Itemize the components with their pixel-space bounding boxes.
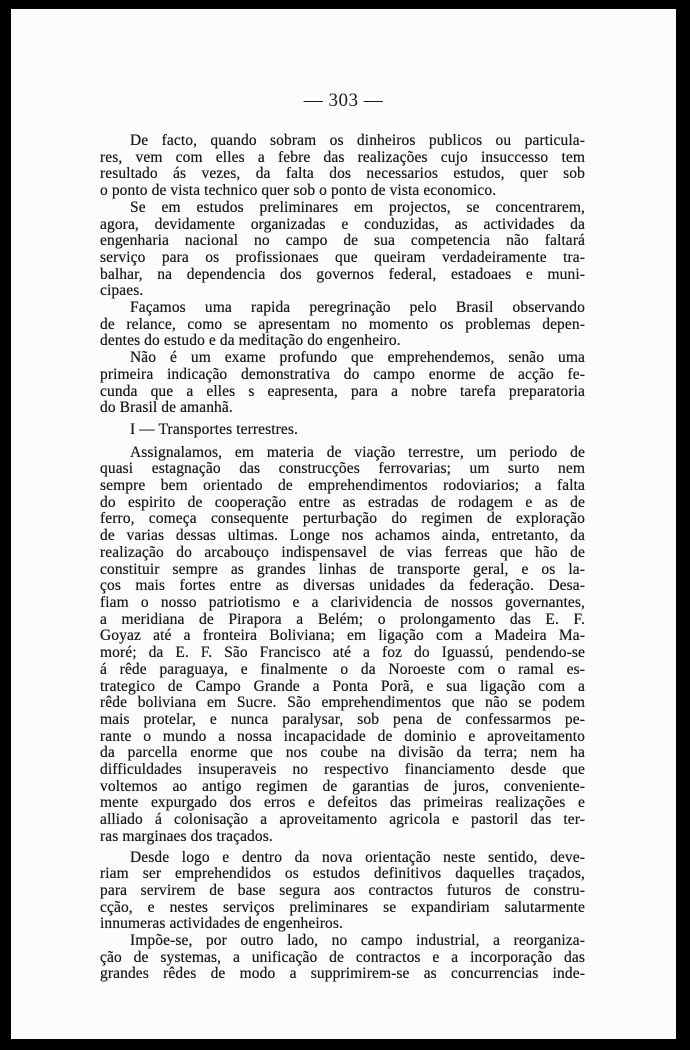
text-line: Desde logo e dentro da nova orientação neste sentido, deve- bbox=[130, 848, 585, 866]
text-line: ção de systemas, a unificação de contractos e a incorporação das bbox=[100, 948, 585, 966]
text-line: á rêde paraguaya, e finalmente o da Noroeste com o ramal es- bbox=[100, 660, 585, 678]
text-line: para servirem de base segura aos contractos futuros de constru- bbox=[100, 881, 585, 899]
text-line: rante o mundo a nossa incapacidade de dominio e aproveitamento bbox=[100, 727, 585, 745]
text-line: ras marginaes dos traçados. bbox=[100, 827, 273, 845]
paragraph bbox=[100, 933, 585, 983]
text-line: alliado á colonisação a aproveitamento agricola e pastoril das ter- bbox=[100, 811, 585, 829]
text-line: sempre bem orientado de emprehendimentos rodoviarios; a falta bbox=[100, 477, 585, 495]
text-line: serviço para os profissionaes que queiram verdadeiramente tra- bbox=[100, 248, 585, 266]
text-line: Impõe-se, por outro lado, no campo industrial, a reorganiza- bbox=[130, 932, 585, 950]
section-heading bbox=[100, 422, 585, 439]
text-line: trategico de Campo Grande a Ponta Porã, e sua ligação com a bbox=[100, 677, 585, 695]
text-line: moré; da E. F. São Francisco até a foz do Iguassú, pendendo-se bbox=[100, 644, 585, 662]
text-line: Se em estudos preliminares em projectos, se concentrarem, bbox=[130, 198, 585, 216]
text-line: cipaes. bbox=[100, 282, 144, 300]
text-line: constituir sempre as grandes linhas de transporte geral, e os la- bbox=[100, 560, 585, 578]
text-line: cção, e nestes serviços preliminares se expandiriam salutarmente bbox=[100, 898, 585, 916]
text-line: rêde boliviana em Sucre. São emprehendimentos que não se podem bbox=[100, 694, 585, 712]
text-line: cunda que a elles s eapresenta, para a nobre tarefa preparatoria bbox=[100, 382, 585, 400]
text-line: innumeras actividades de engenheiros. bbox=[100, 915, 344, 933]
text-line: voltemos ao antigo regimen de garantias de juros, conveniente- bbox=[100, 777, 585, 795]
text-line: mais protelar, e nunca paralysar, sob pena de confessarmos pe- bbox=[100, 710, 585, 728]
text-line: riam ser emprehendidos os estudos definitivos daquelles traçados, bbox=[100, 865, 585, 883]
text-line: ferro, começa consequente perturbação do regimen de exploração bbox=[100, 510, 585, 528]
book-page bbox=[11, 9, 676, 1039]
text-line: De facto, quando sobram os dinheiros publicos ou particula- bbox=[130, 132, 585, 149]
text-line: realização do arcabouço indispensavel de vias ferreas que hão de bbox=[100, 543, 585, 561]
text-line: resultado ás vezes, da falta dos necessarios estudos, quer sob bbox=[100, 165, 585, 183]
text-line: Façamos uma rapida peregrinação pelo Brasil observando bbox=[130, 299, 585, 317]
text-line: mente expurgado dos erros e defeitos das primeiras realizações e bbox=[100, 794, 585, 812]
text-line: grandes rêdes de modo a supprimirem-se as concurrencias inde- bbox=[100, 965, 585, 983]
text-line: da parcella enorme que nos coube na divisão da terra; nem ha bbox=[100, 744, 585, 762]
paragraph bbox=[100, 850, 585, 934]
text-line: engenharia nacional no campo de sua competencia não faltará bbox=[100, 232, 585, 250]
text-line: de relance, como se apresentam no momento os problemas depen- bbox=[100, 315, 585, 333]
text-line: Goyaz até a fronteira Boliviana; em ligação com a Madeira Ma- bbox=[100, 627, 585, 645]
page-number: — 303 — bbox=[303, 90, 384, 111]
paragraph bbox=[100, 350, 585, 417]
paragraph bbox=[100, 133, 585, 200]
body-text bbox=[100, 133, 585, 983]
text-line: difficuldades insuperaveis no respectivo financiamento desde que bbox=[100, 761, 585, 779]
text-line: a meridiana de Pirapora a Belém; o prolongamento das E. F. bbox=[100, 610, 585, 628]
text-line: dentes do estudo e da meditação do engenheiro. bbox=[100, 332, 401, 350]
text-line: ços mais fortes entre as diversas unidades da federação. Desa- bbox=[100, 577, 585, 595]
text-line: agora, devidamente organizadas e conduzidas, as actividades da bbox=[100, 215, 585, 233]
text-line: primeira indicação demonstrativa do campo enorme de acção fe- bbox=[100, 365, 585, 383]
paragraph bbox=[100, 445, 585, 846]
text-line: balhar, na dependencia dos governos federal, estadoaes e muni- bbox=[100, 265, 585, 283]
text-line: quasi estagnação das construcções ferrovarias; um surto nem bbox=[100, 460, 585, 478]
text-line: fiam o nosso patriotismo e a clarividencia de nossos governantes, bbox=[100, 593, 585, 611]
text-line: o ponto de vista technico quer sob o ponto de vista economico. bbox=[100, 182, 497, 200]
paragraph bbox=[100, 300, 585, 350]
text-line: do espirito de cooperação entre as estradas de rodagem e as de bbox=[100, 493, 585, 511]
text-line: res, vem com elles a febre das realizações cujo insuccesso tem bbox=[100, 148, 585, 166]
section-heading-text: I — Transportes terrestres. bbox=[130, 420, 299, 438]
text-line: de varias dessas ultimas. Longe nos achamos ainda, entretanto, da bbox=[100, 527, 585, 545]
text-line: Não é um exame profundo que emprehendemos, senão uma bbox=[130, 349, 585, 367]
text-line: do Brasil de amanhã. bbox=[100, 399, 233, 417]
paragraph bbox=[100, 200, 585, 300]
text-line: Assignalamos, em materia de viação terrestre, um periodo de bbox=[130, 443, 585, 461]
